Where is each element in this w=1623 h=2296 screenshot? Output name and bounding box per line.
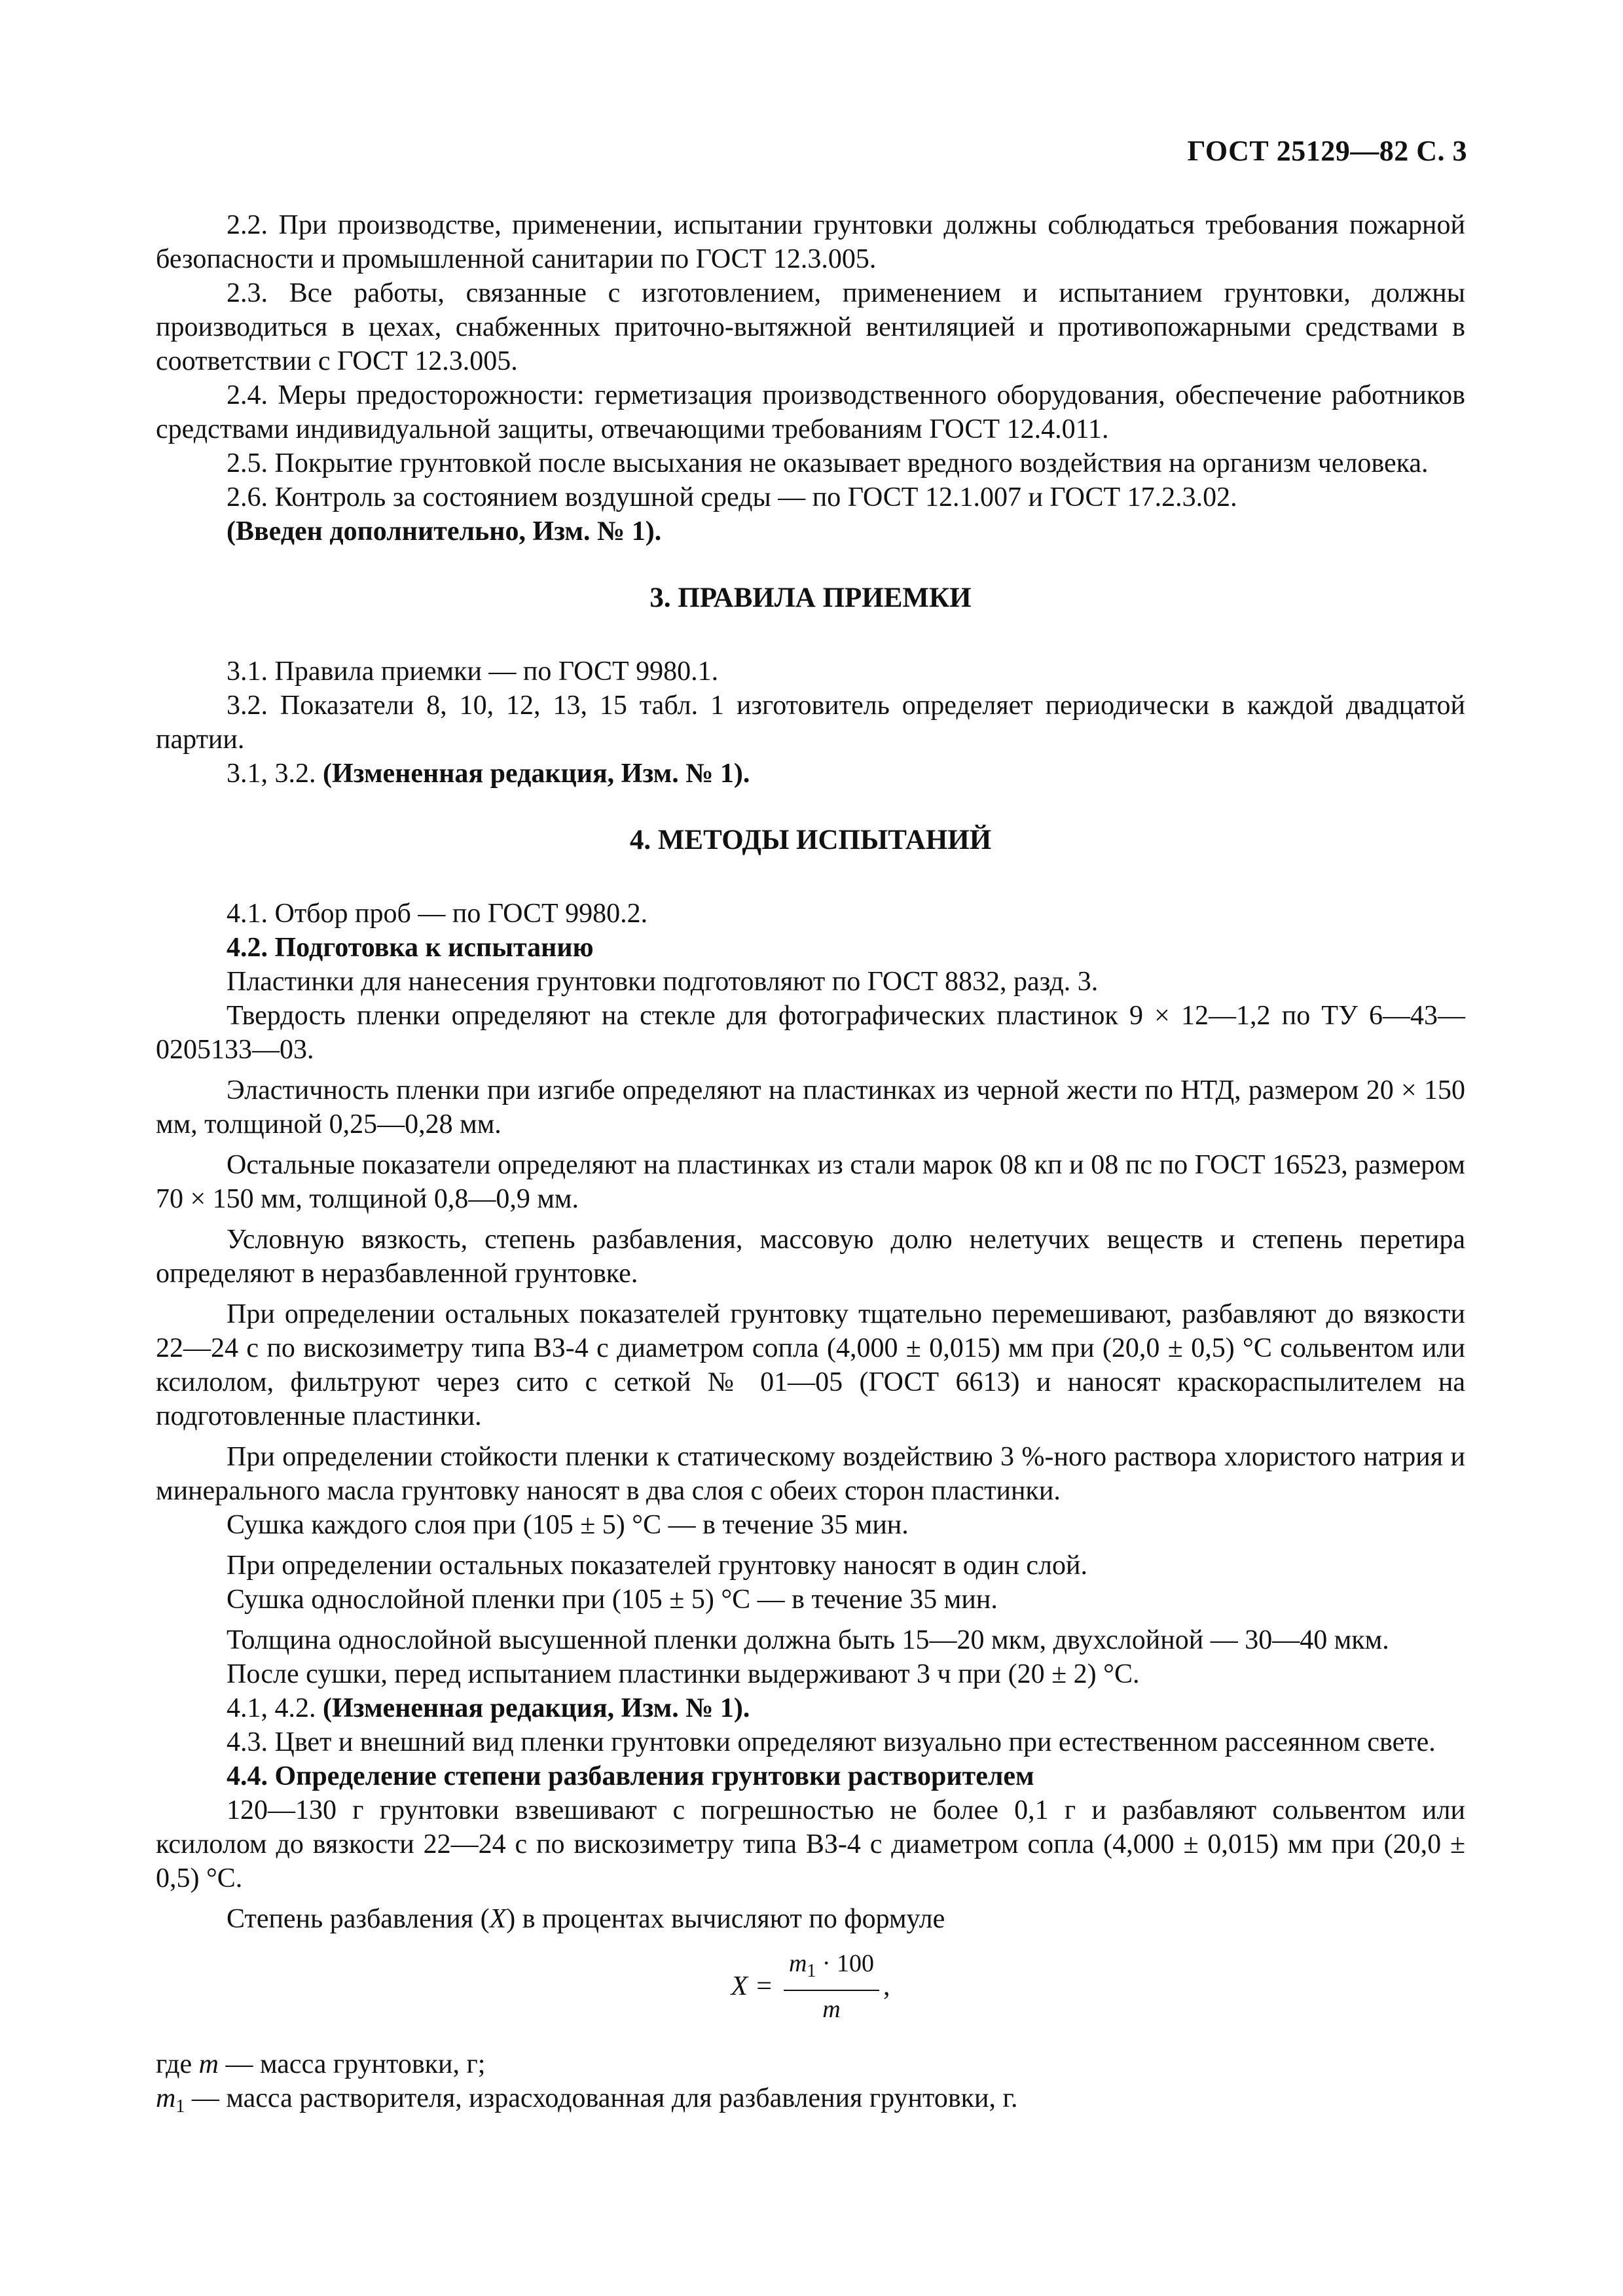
subscript: 1 xyxy=(807,1961,816,1981)
page-header: ГОСТ 25129—82 С. 3 xyxy=(1187,135,1467,167)
paragraph-2-3: 2.3. Все работы, связанные с изготовлением, применением и испытанием грунтовки, должны производиться в цехах, снабженных приточно-вытяжной вентиляцией и противопожарными средствами в соответствии с ГОСТ 12.3.005. xyxy=(156,278,1465,376)
formula-fraction xyxy=(784,1949,879,2024)
paragraph-4-2-title: 4.2. Подготовка к испытанию xyxy=(227,933,594,963)
subscript: 1 xyxy=(175,2096,185,2117)
paragraph-4-4-b xyxy=(156,1902,1465,1936)
where-line xyxy=(156,2047,1465,2081)
paragraph-4-2-a: Пластинки для нанесения грунтовки подготовляют по ГОСТ 8832, разд. 3. xyxy=(227,967,1099,997)
text-fragment: — масса грунтовки, г; xyxy=(219,2049,486,2079)
text-fragment: Степень разбавления ( xyxy=(227,1904,490,1934)
text-fragment: где xyxy=(156,2049,199,2079)
paragraph-2-2: 2.2. При производстве, применении, испытании грунтовки должны соблюдаться требования пожарной безопасности и промышленной санитарии по ГОСТ 12.3.005. xyxy=(156,210,1465,274)
formula-lhs: X = xyxy=(731,1971,773,2001)
m1-definition xyxy=(156,2081,1465,2124)
paragraph-4-2-f: При определении остальных показателей грунтовку тщательно перемешивают, разбавляют до вязкости 22—24 с по вискозиметру типа ВЗ-4 с диаметром сопла (4,000 ± 0,015) мм при (20,0 ± 0,5) °С сольвентом или ксилолом, фильтруют через сито с сеткой № 01—05 (ГОСТ 6613) и наносят краскораспылителем на подготовленные пластинки. xyxy=(156,1299,1465,1431)
paragraph-4-4-a: 120—130 г грунтовки взвешивают с погрешностью не более 0,1 г и разбавляют сольвентом или ксилолом до вязкости 22—24 с по вискозиметру типа ВЗ-4 с диаметром сопла (4,000 ± 0,015) мм при (20,0 ± 0,5) °С. xyxy=(156,1795,1465,1893)
note-prefix: 3.1, 3.2. xyxy=(227,759,323,789)
paragraph-4-2-b: Твердость пленки определяют на стекле для фотографических пластинок 9 × 12—1,2 по ТУ 6—43—0205133—03. xyxy=(156,1001,1465,1065)
text-fragment: ) в процентах вычисляют по формуле xyxy=(506,1904,945,1934)
paragraph-4-2-d: Остальные показатели определяют на пластинках из стали марок 08 кп и 08 пс по ГОСТ 16523, размером 70 × 150 мм, толщиной 0,8—0,9 мм. xyxy=(156,1150,1465,1214)
paragraph-4-3: 4.3. Цвет и внешний вид пленки грунтовки определяют визуально при естественном рассеянном свете. xyxy=(227,1727,1436,1757)
paragraph-2-4: 2.4. Меры предосторожности: герметизация производственного оборудования, обеспечение работников средствами индивидуальной защиты, отвечающими требованиям ГОСТ 12.4.011. xyxy=(156,380,1465,444)
text-fragment: — масса растворителя, израсходованная для разбавления грунтовки, г. xyxy=(185,2083,1018,2113)
paragraph-4-2-j: Сушка однослойной пленки при (105 ± 5) °С — в течение 35 мин. xyxy=(227,1585,998,1615)
paragraph-2-6: 2.6. Контроль за состоянием воздушной среды — по ГОСТ 12.1.007 и ГОСТ 17.2.3.02. xyxy=(227,482,1237,512)
formula-denominator: m xyxy=(822,1996,841,2023)
paragraph-4-1: 4.1. Отбор проб — по ГОСТ 9980.2. xyxy=(227,899,648,929)
paragraph-4-2-h: Сушка каждого слоя при (105 ± 5) °С — в течение 35 мин. xyxy=(227,1510,909,1540)
amendment-note-3 xyxy=(156,757,1465,791)
amendment-note-2: (Введен дополнительно, Изм. № 1). xyxy=(227,516,662,547)
paragraph-2-5: 2.5. Покрытие грунтовкой после высыхания не оказывает вредного воздействия на организм человека. xyxy=(227,448,1429,478)
section-3-heading: 3. ПРАВИЛА ПРИЕМКИ xyxy=(649,583,972,613)
paragraph-4-2-e: Условную вязкость, степень разбавления, массовую долю нелетучих веществ и степень перетира определяют в неразбавленной грунтовке. xyxy=(156,1225,1465,1289)
note-prefix: 4.1, 4.2. xyxy=(227,1693,323,1723)
paragraph-3-1: 3.1. Правила приемки — по ГОСТ 9980.1. xyxy=(227,656,719,687)
paragraph-4-2-i: При определении остальных показателей грунтовку наносят в один слой. xyxy=(227,1551,1087,1581)
note-text: (Измененная редакция, Изм. № 1). xyxy=(323,1693,750,1723)
paragraph-4-2-g: При определении стойкости пленки к статическому воздействию 3 %-ного раствора хлористого натрия и минерального масла грунтовку наносят в два слоя с обеих сторон пластинки. xyxy=(156,1442,1465,1506)
formula-tail: , xyxy=(883,1971,890,2001)
variable-x: X xyxy=(489,1904,507,1934)
paragraph-4-2-c: Эластичность пленки при изгибе определяют на пластинках из черной жести по НТД, размером 20 × 150 мм, толщиной 0,25—0,28 мм. xyxy=(156,1075,1465,1139)
numerator-rest: · 100 xyxy=(816,1950,875,1977)
paragraph-4-4-title: 4.4. Определение степени разбавления грунтовки растворителем xyxy=(227,1761,1034,1791)
formula-dilution xyxy=(156,1949,1465,2024)
paragraph-4-2-k: Толщина однослойной высушенной пленки должна быть 15—20 мкм, двухслойной — 30—40 мкм. xyxy=(227,1625,1389,1655)
section-4-heading: 4. МЕТОДЫ ИСПЫТАНИЙ xyxy=(629,825,992,855)
paragraph-3-2: 3.2. Показатели 8, 10, 12, 13, 15 табл. 1 изготовитель определяет периодически в каждой двадцатой партии. xyxy=(156,691,1465,755)
paragraph-4-2-l: После сушки, перед испытанием пластинки выдерживают 3 ч при (20 ± 2) °С. xyxy=(227,1659,1140,1689)
variable-m: m xyxy=(788,1950,807,1977)
amendment-note-4 xyxy=(156,1691,1465,1725)
document-body xyxy=(156,208,1465,2124)
variable-m1: m xyxy=(156,2083,176,2113)
note-text: (Измененная редакция, Изм. № 1). xyxy=(323,759,750,789)
formula-numerator xyxy=(784,1949,879,1991)
variable-m: m xyxy=(198,2049,219,2079)
